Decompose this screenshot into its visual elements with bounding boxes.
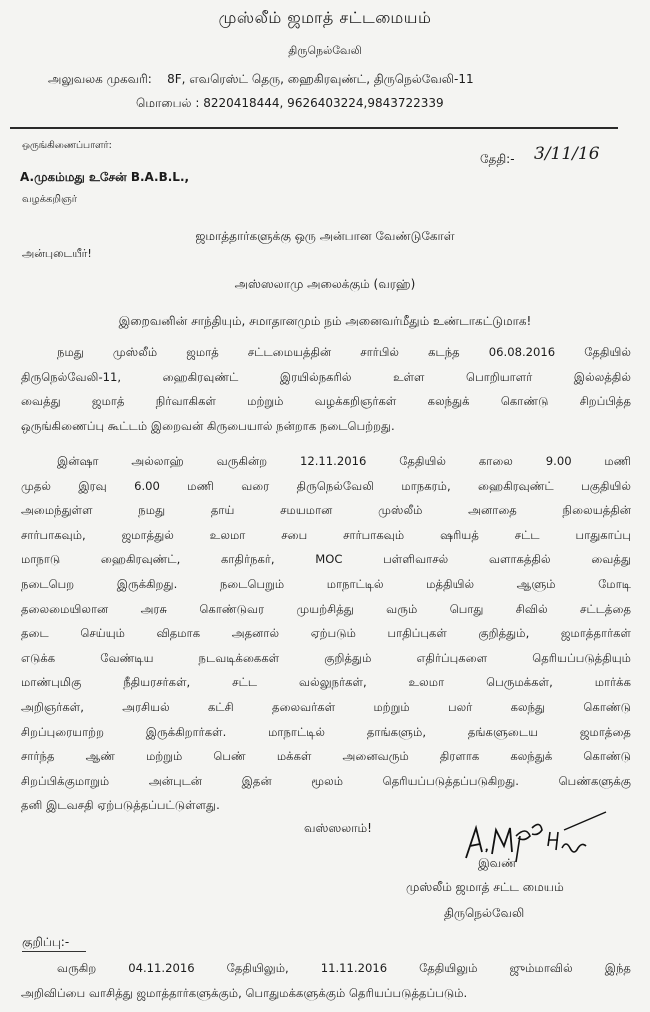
address-text: 8F, எவரெஸ்ட் தெரு, ஹைகிரவுண்ட், திருநெல்வேலி-11 bbox=[167, 72, 474, 86]
coordinator-name: A.முகம்மது உசேன் B.A.B.L., bbox=[20, 170, 190, 184]
salutation: அன்புடையீர்! bbox=[22, 247, 92, 260]
greeting: அஸ்ஸலாமு அலைக்கும் (வரஹ்) bbox=[234, 277, 416, 291]
phone-label: மொபைல் : bbox=[136, 96, 200, 110]
coordinator-role: வழக்கறிஞர் bbox=[22, 194, 77, 205]
text-line: ஒருங்கிணைப்பு கூட்டம் இறைவன் கிருபையால் நன்றாக நடைபெற்றது. bbox=[21, 418, 395, 433]
text-line: சார்ந்த ஆண் மற்றும் பெண் மக்கள் அனைவரும் திரளாக கலந்துக் கொண்டு bbox=[21, 749, 631, 764]
text-line: தடை செய்யும் விதமாக அதனால் ஏற்படும் பாதிப்புகள் குறித்தும், ஜமாத்தார்கள் bbox=[21, 626, 631, 641]
text-line: மாநாடு ஹைகிரவுண்ட், காதிர்நகர், MOC பள்ளிவாசல் வளாகத்தில் வைத்து bbox=[21, 552, 631, 567]
sender-city: திருநெல்வேலி bbox=[444, 906, 525, 920]
paragraph-conference bbox=[21, 449, 631, 818]
paragraph-meeting-report bbox=[21, 340, 631, 438]
coordinator-label: ஒருங்கிணைப்பாளர்: bbox=[22, 140, 112, 151]
phone-line bbox=[136, 96, 444, 112]
org-title: முஸ்லீம் ஜமாத் சட்டமையம் bbox=[218, 8, 432, 27]
sender-org: முஸ்லீம் ஜமாத் சட்ட மையம் bbox=[406, 880, 564, 894]
office-address bbox=[48, 72, 474, 88]
text-line: எடுக்க வேண்டிய நடவடிக்கைகள் குறித்தும் எதிர்ப்புகளை தெரியப்படுத்தியும் bbox=[21, 650, 631, 665]
note-underline bbox=[22, 951, 86, 952]
text-line: திருநெல்வேலி-11, ஹைகிரவுண்ட் இரயில்நகரில் உள்ள பொறியாளர் இல்லத்தில் bbox=[21, 369, 631, 384]
text-line: அறிஞர்கள், அரசியல் கட்சி தலைவர்கள் மற்றும் பலர் கலந்து கொண்டு bbox=[21, 699, 631, 714]
text-line: வைத்து ஜமாத் நிர்வாகிகள் மற்றும் வழக்கறிஞர்கள் கலந்துக் கொண்டு சிறப்பித்த bbox=[21, 394, 631, 409]
text-line: சிறப்புரையாற்ற இருக்கிறார்கள். மாநாட்டில் தாங்களும், தங்களுடைய ஜமாத்தை bbox=[21, 724, 631, 739]
header-divider bbox=[10, 127, 618, 129]
note-label: குறிப்பு:- bbox=[22, 935, 70, 949]
text-line: அமைந்துள்ள நமது தாய் சமயமான முஸ்லீம் அனாதை நிலையத்தின் bbox=[21, 503, 631, 518]
text-line: தலைமையிலான அரசு கொண்டுவர முயற்சித்து வரும் பொது சிவில் சட்டத்தை bbox=[21, 601, 631, 616]
phone-numbers: 8220418444, 9626403224,9843722339 bbox=[203, 96, 444, 110]
blessing: இறைவனின் சாந்தியும், சமாதானமும் நம் அனைவர்மீதும் உண்டாகட்டுமாக! bbox=[118, 314, 532, 328]
note-paragraph bbox=[21, 956, 631, 1005]
text-line: தனி இடவசதி ஏற்படுத்தப்பட்டுள்ளது. bbox=[21, 798, 220, 813]
text-line: முதல் இரவு 6.00 மணி வரை திருநெல்வேலி மாநகரம், ஹைகிரவுண்ட் பகுதியில் bbox=[21, 478, 631, 493]
address-label: அலுவலக முகவரி: bbox=[48, 72, 152, 86]
text-line: நடைபெற இருக்கிறது. நடைபெறும் மாநாட்டில் மத்தியில் ஆளும் மோடி bbox=[21, 576, 631, 591]
text-line: நமது முஸ்லீம் ஜமாத் சட்டமையத்தின் சார்பில் கடந்த 06.08.2016 தேதியில் bbox=[57, 345, 631, 359]
org-city: திருநெல்வேலி bbox=[288, 44, 362, 57]
text-line: மாண்புமிகு நீதியரசர்கள், சட்ட வல்லுநர்கள், உலமா பெருமக்கள், மார்க்க bbox=[21, 675, 631, 690]
text-line: அறிவிப்பை வாசித்து ஜமாத்தார்களுக்கும், பொதுமக்களுக்கும் தெரியப்படுத்தப்படும். bbox=[21, 985, 468, 1000]
closing: வஸ்ஸலாம்! bbox=[304, 821, 372, 835]
text-line: இன்ஷா அல்லாஹ் வருகின்ற 12.11.2016 தேதியில் காலை 9.00 மணி bbox=[57, 454, 631, 468]
sender-label: இவண் bbox=[478, 856, 517, 870]
text-line: சார்பாகவும், ஜமாத்துல் உலமா சபை சார்பாகவும் ஷரியத் சட்ட பாதுகாப்பு bbox=[21, 527, 631, 542]
date-label: தேதி:- bbox=[480, 152, 515, 166]
text-line: வருகிற 04.11.2016 தேதியிலும், 11.11.2016 தேதியிலும் ஜும்மாவில் இந்த bbox=[57, 961, 631, 975]
letter-subject: ஜமாத்தார்களுக்கு ஒரு அன்பான வேண்டுகோள் bbox=[195, 229, 455, 243]
text-line: சிறப்பிக்குமாறும் அன்புடன் இதன் மூலம் தெரியப்படுத்தப்படுகிறது. பெண்களுக்கு bbox=[21, 773, 631, 788]
date-value: 3/11/16 bbox=[534, 144, 600, 164]
